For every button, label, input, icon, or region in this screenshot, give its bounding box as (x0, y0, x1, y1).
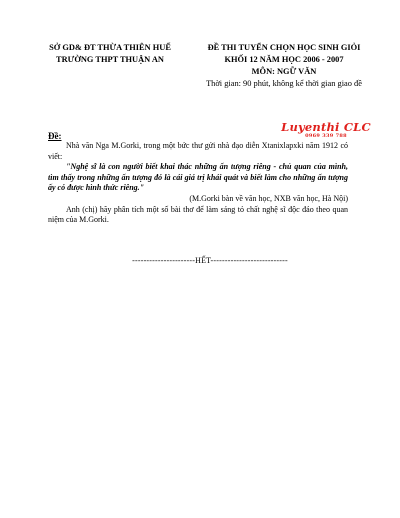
question-task: Anh (chị) hãy phân tích một số bài thơ để làm sáng tỏ chất nghệ sĩ độc đáo theo quan niệm của M.Gorki. (48, 204, 348, 225)
exam-title: ĐỀ THI TUYỂN CHỌN HỌC SINH GIỎI (207, 43, 361, 52)
watermark-logo (278, 120, 374, 139)
exam-subject: MÔN: NGỮ VĂN (251, 67, 317, 76)
department-name: SỞ GD& ĐT THỪA THIÊN HUẾ (49, 43, 171, 52)
end-marker: ----------------------HẾT--------------------------- (132, 256, 288, 265)
gorki-quote: "Nghệ sĩ là con người biết khai thác những ấn tượng riêng - chủ quan của mình, tìm thấy trong những ấn tượng đó là cái giá trị khái quát và biết làm cho những ấn tượng ấy có được hình thức riêng." (48, 162, 348, 193)
watermark-brand: Luyenthi CLC (281, 120, 371, 134)
question-intro: Nhà văn Nga M.Gorki, trong một bức thư gửi nhà đạo diễn Xtanixlapxki năm 1912 có viết: (48, 141, 348, 161)
question-label: Đề: (48, 131, 62, 141)
school-header (30, 42, 190, 66)
exam-duration: Thời gian: 90 phút, không kể thời gian giao đề (206, 79, 362, 88)
question-body (48, 141, 348, 226)
exam-header (190, 42, 378, 90)
school-name: TRƯỜNG THPT THUẬN AN (56, 55, 164, 64)
quote-citation: (M.Gorki bàn về văn học, NXB văn học, Hà Nội) (189, 193, 348, 203)
watermark-phone: 0969 339 788 (305, 133, 347, 139)
exam-grade-year: KHỐI 12 NĂM HỌC 2006 - 2007 (224, 55, 344, 64)
